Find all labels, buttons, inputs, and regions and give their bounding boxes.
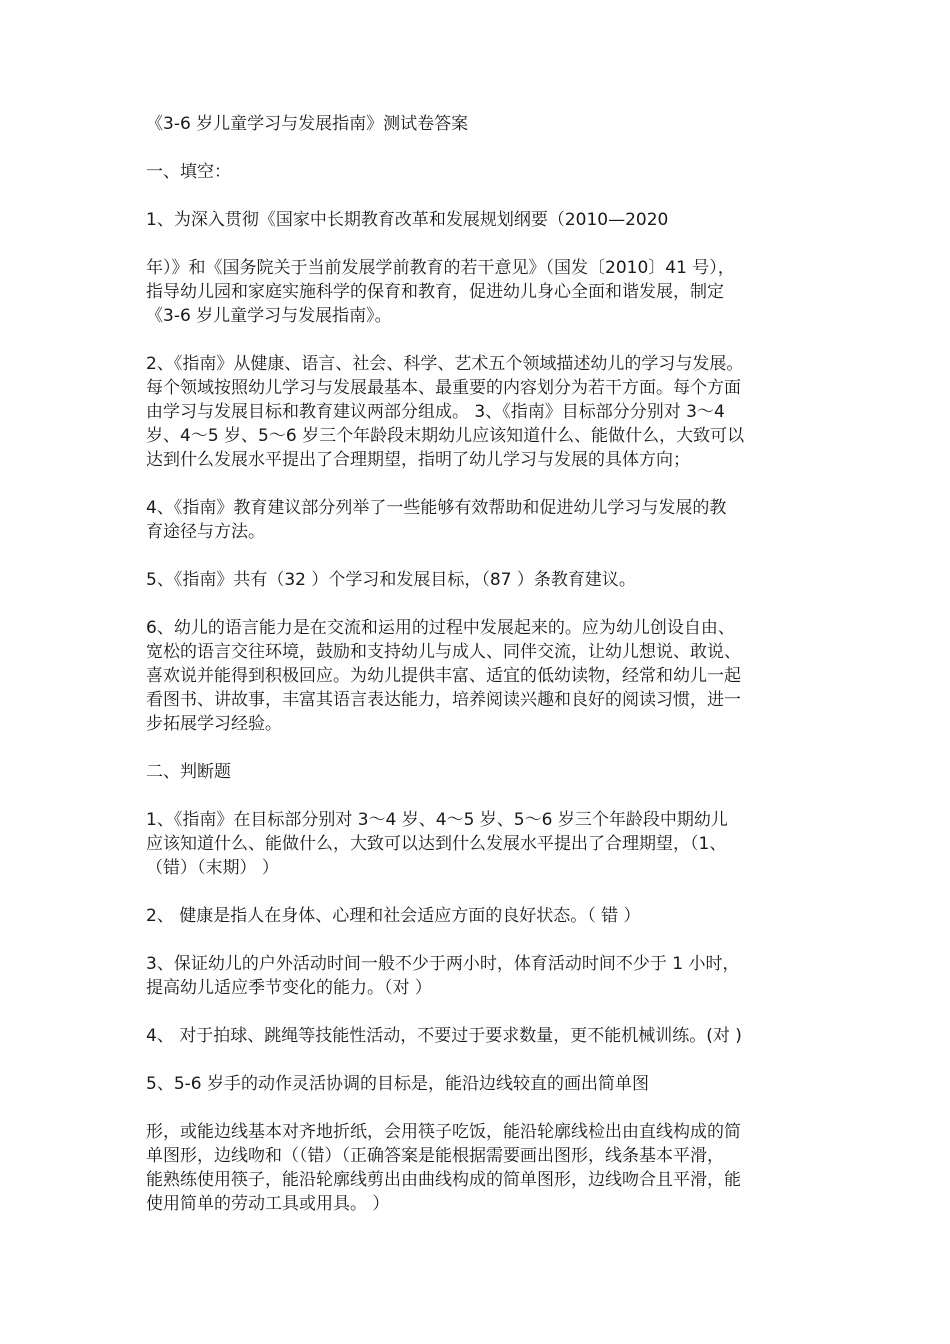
paragraph bbox=[146, 952, 810, 1000]
paragraph-line: 提高幼儿适应季节变化的能力。（对 ） bbox=[146, 978, 432, 998]
paragraph-line: 2、《指南》从健康、语言、社会、科学、艺术五个领域描述幼儿的学习与发展。 bbox=[146, 354, 744, 374]
paragraph-line: 5、《指南》共有（32 ）个学习和发展目标，（87 ）条教育建议。 bbox=[146, 570, 636, 590]
paragraph-line: 单图形，边线吻和（（错）（正确答案是能根据需要画出图形，线条基本平滑， bbox=[146, 1146, 724, 1166]
paragraph-line: 3、保证幼儿的户外活动时间一般不少于两小时，体育活动时间不少于 1 小时， bbox=[146, 954, 740, 974]
paragraph-line: 6、幼儿的语言能力是在交流和运用的过程中发展起来的。应为幼儿创设自由、 bbox=[146, 618, 735, 638]
paragraph-line: 5、5-6 岁手的动作灵活协调的目标是，能沿边线较直的画出简单图 bbox=[146, 1074, 649, 1094]
paragraph-line: 1、《指南》在目标部分别对 3～4 岁、4～5 岁、5～6 岁三个年龄段中期幼儿 bbox=[146, 810, 728, 830]
paragraph-line: 育途径与方法。 bbox=[146, 522, 265, 542]
paragraph-line: 使用简单的劳动工具或用具。 ） bbox=[146, 1194, 390, 1214]
paragraph-line: 形，或能边线基本对齐地折纸，会用筷子吃饭，能沿轮廓线检出由直线构成的简 bbox=[146, 1122, 741, 1142]
paragraph-line: 能熟练使用筷子，能沿轮廓线剪出由曲线构成的简单图形，边线吻合且平滑，能 bbox=[146, 1170, 741, 1190]
paragraph-line: 宽松的语言交往环境，鼓励和支持幼儿与成人、同伴交流，让幼儿想说、敢说、 bbox=[146, 642, 741, 662]
paragraph-line: 由学习与发展目标和教育建议两部分组成。 3、《指南》目标部分分别对 3～4 bbox=[146, 402, 725, 422]
paragraph bbox=[146, 352, 810, 472]
paragraph bbox=[146, 808, 810, 880]
paragraph bbox=[146, 616, 810, 736]
paragraph-line: 《3-6 岁儿童学习与发展指南》。 bbox=[146, 306, 392, 326]
paragraph bbox=[146, 1024, 810, 1048]
paragraph-line: 4、《指南》教育建议部分列举了一些能够有效帮助和促进幼儿学习与发展的教 bbox=[146, 498, 727, 518]
paragraph-line: 看图书、讲故事，丰富其语言表达能力，培养阅读兴趣和良好的阅读习惯，进一 bbox=[146, 690, 741, 710]
paragraph bbox=[146, 496, 810, 544]
paragraph-line: 1、为深入贯彻《国家中长期教育改革和发展规划纲要（2010—2020 bbox=[146, 210, 669, 230]
paragraph-line: 步拓展学习经验。 bbox=[146, 714, 282, 734]
paragraph-line: 岁、4～5 岁、5～6 岁三个年龄段末期幼儿应该知道什么、能做什么，大致可以 bbox=[146, 426, 745, 446]
paragraph-line: 指导幼儿园和家庭实施科学的保育和教育，促进幼儿身心全面和谐发展，制定 bbox=[146, 282, 724, 302]
paragraph-line: 应该知道什么、能做什么，大致可以达到什么发展水平提出了合理期望，（1、 bbox=[146, 834, 727, 854]
paragraph-line: 达到什么发展水平提出了合理期望，指明了幼儿学习与发展的具体方向； bbox=[146, 450, 690, 470]
paragraph bbox=[146, 568, 810, 592]
paragraph-line: 2、 健康是指人在身体、心理和社会适应方面的良好状态。（ 错 ） bbox=[146, 906, 641, 926]
section-heading: 二、判断题 bbox=[146, 762, 231, 782]
paragraph bbox=[146, 208, 810, 232]
paragraph-line: 每个领域按照幼儿学习与发展最基本、最重要的内容划分为若干方面。每个方面 bbox=[146, 378, 741, 398]
paragraph-line: 4、 对于拍球、跳绳等技能性活动，不要过于要求数量，更不能机械训练。(对 ) bbox=[146, 1026, 742, 1046]
paragraph-line: 年）》和《国务院关于当前发展学前教育的若干意见》（国发〔2010〕41 号）， bbox=[146, 258, 735, 278]
paragraph bbox=[146, 1120, 810, 1216]
paragraph-line: 喜欢说并能得到积极回应。为幼儿提供丰富、适宜的低幼读物，经常和幼儿一起 bbox=[146, 666, 741, 686]
document-body bbox=[146, 112, 810, 1240]
paragraph-line: （错）（末期） ） bbox=[146, 858, 279, 878]
document-title: 《3-6 岁儿童学习与发展指南》测试卷答案 bbox=[146, 114, 469, 134]
section-heading: 一、填空： bbox=[146, 162, 231, 182]
paragraph bbox=[146, 904, 810, 928]
paragraph bbox=[146, 256, 810, 328]
paragraph bbox=[146, 1072, 810, 1096]
